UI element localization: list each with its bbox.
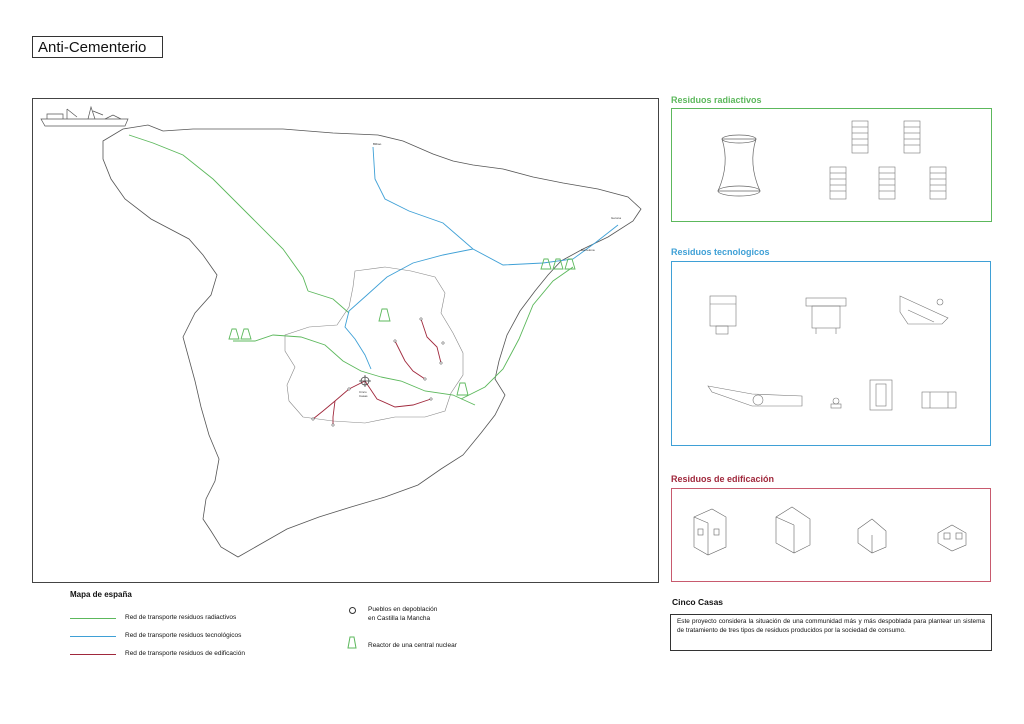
tech-drawings xyxy=(672,262,990,445)
map-label-bilbao: Bilbao xyxy=(373,142,382,146)
castilla-region xyxy=(285,267,463,423)
legend-label-tech: Red de transporte residuos tecnológicos xyxy=(125,632,242,639)
legend-title: Mapa de españa xyxy=(70,590,132,599)
radioactive-panel xyxy=(671,108,992,222)
page-title: Anti-Cementerio xyxy=(32,36,163,58)
project-description: Este proyecto considera la situación de una communidad más y más despoblada para plantear un sistema de tratamiento de tres tipos de residuos producidos por la sociedad de consumo. xyxy=(670,614,992,651)
building-drawings xyxy=(672,489,990,581)
radioactive-panel-title: Residuos radiactivos xyxy=(671,95,762,105)
village-legend-icon xyxy=(349,607,356,614)
house-icon xyxy=(776,507,810,553)
waste-drum-icon xyxy=(879,167,895,199)
project-title: Cinco Casas xyxy=(672,597,724,607)
map-frame xyxy=(32,98,659,583)
device-icon xyxy=(831,398,841,408)
legend-village-line2: en Castilla la Mancha xyxy=(368,615,431,622)
legend-line-radioactive xyxy=(70,618,116,619)
tech-panel xyxy=(671,261,991,446)
building-network xyxy=(313,319,441,425)
device-icon xyxy=(870,380,892,410)
radioactive-drawings xyxy=(672,109,991,221)
waste-drum-icon xyxy=(930,167,946,199)
legend-label-radioactive: Red de transporte residuos radiactivos xyxy=(125,614,237,621)
house-icon xyxy=(694,509,726,555)
cinco-casas-marker xyxy=(359,375,371,387)
spain-map xyxy=(33,99,658,582)
reactor-legend-icon xyxy=(345,635,359,649)
map-label-barcelona: Barcelona xyxy=(581,248,595,252)
radioactive-network xyxy=(129,135,573,405)
waste-drum-icon xyxy=(852,121,868,153)
tech-network xyxy=(345,147,618,369)
house-icon xyxy=(858,519,886,553)
reactor-icons xyxy=(229,259,575,395)
cooling-tower-icon xyxy=(718,135,760,196)
device-icon xyxy=(806,298,846,334)
device-icon xyxy=(900,296,948,324)
map-label-cinco: Cinco xyxy=(359,390,367,394)
waste-drum-icon xyxy=(830,167,846,199)
waste-drum-icon xyxy=(904,121,920,153)
house-icon xyxy=(938,525,966,551)
tech-panel-title: Residuos tecnologicos xyxy=(671,247,770,257)
device-icon xyxy=(922,392,956,408)
device-icon xyxy=(708,386,802,406)
map-label-gerona: Gerona xyxy=(611,216,622,220)
building-panel xyxy=(671,488,991,582)
legend-village-line1: Pueblos en depoblación xyxy=(368,606,438,613)
spain-outline xyxy=(103,125,641,557)
legend-line-building xyxy=(70,654,116,655)
map-label-casas: Casas xyxy=(359,394,368,398)
device-icon xyxy=(710,296,736,334)
ship-icon xyxy=(41,107,128,126)
legend-reactor-label: Reactor de una central nuclear xyxy=(368,642,457,649)
building-panel-title: Residuos de edificación xyxy=(671,474,775,484)
legend-line-tech xyxy=(70,636,116,637)
village-markers xyxy=(312,318,444,426)
legend-label-building: Red de transporte residuos de edificación xyxy=(125,650,245,657)
